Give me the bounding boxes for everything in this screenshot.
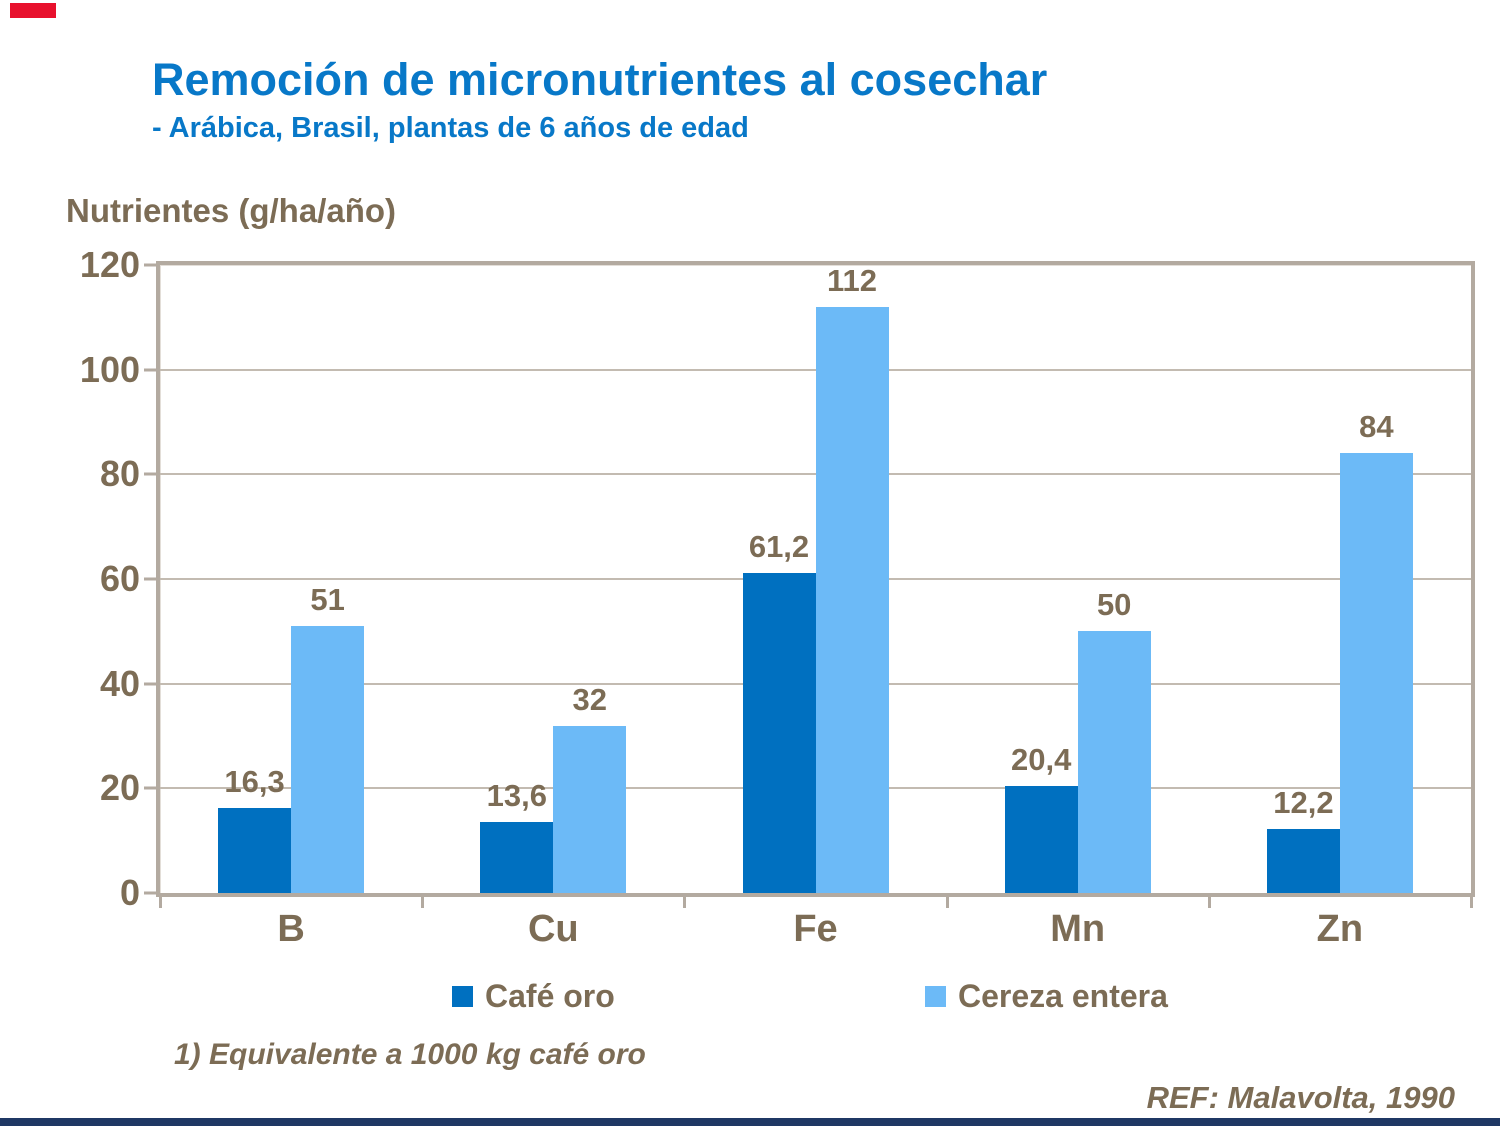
bar-cereza-entera-Zn bbox=[1340, 453, 1413, 893]
y-tick-label-0: 0 bbox=[119, 872, 140, 913]
bar-value-cereza-entera-Cu: 32 bbox=[572, 681, 608, 717]
bar-value-café-oro-Cu: 13,6 bbox=[486, 777, 547, 813]
y-tick-mark-20 bbox=[144, 787, 160, 790]
bar-cereza-entera-B bbox=[291, 626, 364, 893]
bar-café-oro-B bbox=[218, 808, 291, 893]
bar-value-café-oro-B: 16,3 bbox=[224, 763, 285, 799]
legend-swatch-cafe-oro bbox=[452, 986, 473, 1007]
bottom-navy-bar bbox=[0, 1118, 1500, 1126]
y-tick-mark-120 bbox=[144, 264, 160, 267]
bar-café-oro-Fe bbox=[743, 573, 816, 893]
bar-café-oro-Cu bbox=[480, 822, 553, 893]
y-tick-mark-100 bbox=[144, 368, 160, 371]
bar-cereza-entera-Cu bbox=[553, 726, 626, 893]
bar-value-café-oro-Fe: 61,2 bbox=[748, 528, 810, 564]
bar-value-cereza-entera-B: 51 bbox=[310, 582, 345, 618]
bar-value-cereza-entera-Fe: 112 bbox=[826, 262, 878, 298]
x-tick-mark-2 bbox=[683, 897, 686, 908]
footnote: 1) Equivalente a 1000 kg café oro bbox=[174, 1038, 646, 1071]
bar-café-oro-Mn bbox=[1005, 786, 1078, 893]
x-category-label-Fe: Fe bbox=[793, 908, 838, 950]
chart-subtitle: - Arábica, Brasil, plantas de 6 años de edad bbox=[152, 112, 749, 144]
bar-value-café-oro-Mn: 20,4 bbox=[1011, 742, 1072, 778]
x-category-label-Cu: Cu bbox=[527, 908, 579, 950]
x-tick-mark-0 bbox=[159, 897, 162, 908]
y-tick-label-60: 60 bbox=[99, 558, 140, 599]
legend-label-cereza-entera: Cereza entera bbox=[958, 978, 1168, 1014]
red-accent-bar bbox=[10, 3, 56, 18]
reference: REF: Malavolta, 1990 bbox=[1146, 1080, 1455, 1115]
plot-area bbox=[160, 262, 1471, 893]
legend-label-cafe-oro: Café oro bbox=[485, 978, 615, 1014]
x-category-label-B: B bbox=[277, 908, 305, 950]
bar-value-cereza-entera-Mn: 50 bbox=[1096, 587, 1132, 623]
y-tick-label-100: 100 bbox=[79, 348, 140, 390]
y-tick-mark-40 bbox=[144, 682, 160, 685]
y-tick-mark-0 bbox=[144, 892, 160, 895]
plot-frame bbox=[156, 261, 1475, 897]
x-tick-mark-3 bbox=[946, 897, 949, 908]
bar-cereza-entera-Fe bbox=[816, 307, 889, 893]
x-tick-mark-5 bbox=[1470, 897, 1473, 908]
legend-item-cafe-oro bbox=[452, 978, 615, 1015]
y-tick-label-40: 40 bbox=[99, 662, 140, 704]
bar-value-cereza-entera-Zn: 84 bbox=[1359, 409, 1394, 445]
y-tick-label-80: 80 bbox=[99, 453, 140, 495]
y-tick-mark-80 bbox=[144, 473, 160, 476]
y-tick-label-20: 20 bbox=[99, 767, 140, 809]
y-tick-label-120: 120 bbox=[79, 244, 140, 285]
bar-café-oro-Zn bbox=[1267, 829, 1340, 893]
legend-item-cereza-entera bbox=[925, 978, 1168, 1015]
legend-swatch-cereza-entera bbox=[925, 986, 946, 1007]
chart-title: Remoción de micronutrientes al cosechar bbox=[152, 54, 1048, 105]
x-tick-mark-1 bbox=[421, 897, 424, 908]
x-category-label-Zn: Zn bbox=[1316, 908, 1364, 950]
bar-value-café-oro-Zn: 12,2 bbox=[1273, 785, 1334, 821]
y-tick-mark-60 bbox=[144, 578, 160, 581]
y-axis-title: Nutrientes (g/ha/año) bbox=[66, 192, 397, 229]
bar-cereza-entera-Mn bbox=[1078, 631, 1151, 893]
x-category-label-Mn: Mn bbox=[1050, 908, 1106, 950]
x-tick-mark-4 bbox=[1208, 897, 1211, 908]
